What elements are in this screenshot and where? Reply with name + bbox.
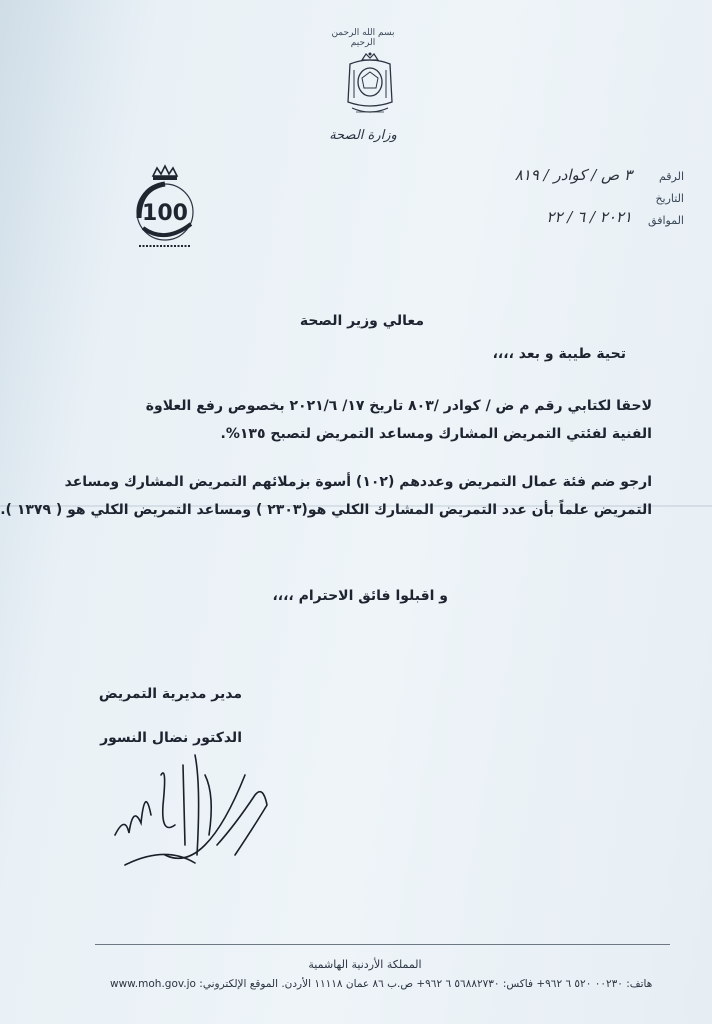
footer-kingdom: المملكة الأردنية الهاشمية (308, 958, 422, 971)
recipient: معالي وزير الصحة (299, 313, 424, 329)
handwritten-signature (105, 745, 280, 885)
paragraph1-line2: الفنية لفئتي التمريض المشارك ومساعد التمريض لتصبح ١٣٥%. (220, 426, 652, 442)
footer-contact: هاتف: ٠٠٢٣٠ ٥٢٠ ٦ ٩٦٢+ فاكس: ٥٦٨٨٢٧٣٠ ٦ ٩٦٢+ ص.ب ٨٦ عمان ١١١١٨ الأردن. الموقع الإلكتروني: www.moh.gov.jo (110, 978, 653, 990)
ministry-name: وزارة الصحة (329, 128, 397, 143)
greeting: تحية طيبة و بعد ،،،، (492, 346, 626, 362)
reference-number-value: ٣ ص / كوادر / ٨١٩ (514, 166, 632, 184)
date-label: التاريخ (655, 192, 684, 205)
jordan-coat-of-arms-icon (340, 50, 400, 122)
closing: و اقبلوا فائق الاحترام ،،،، (272, 588, 448, 604)
signatory-name: الدكتور نضال النسور (100, 730, 242, 746)
centenary-number: 100 (142, 201, 188, 226)
centenary-logo-icon (125, 162, 205, 250)
paragraph2-line2: التمريض علماً بأن عدد التمريض المشارك الكلي هو(٢٣٠٣ ) ومساعد التمريض الكلي هو ( ١٣٧٩ ). (0, 502, 652, 518)
paragraph2-line1: ارجو ضم فئة عمال التمريض وعددهم (١٠٢) أسوة بزملائهم التمريض المشارك ومساعد (64, 474, 652, 490)
reference-number-label: الرقم (658, 170, 684, 183)
corresponding-date-label: الموافق (648, 214, 684, 227)
corresponding-date-value: ٢٠٢١ / ٦ / ٢٢ (546, 208, 632, 226)
paragraph1-line1: لاحقا لكتابي رقم م ض / كوادر /٨٠٣ تاريخ ١٧/ ٢٠٢١/٦ بخصوص رفع العلاوة (145, 398, 652, 414)
footer-divider (95, 944, 670, 945)
signatory-title: مدير مديرية التمريض (98, 686, 242, 702)
basmala: بسم الله الرحمن الرحيم (331, 28, 395, 48)
